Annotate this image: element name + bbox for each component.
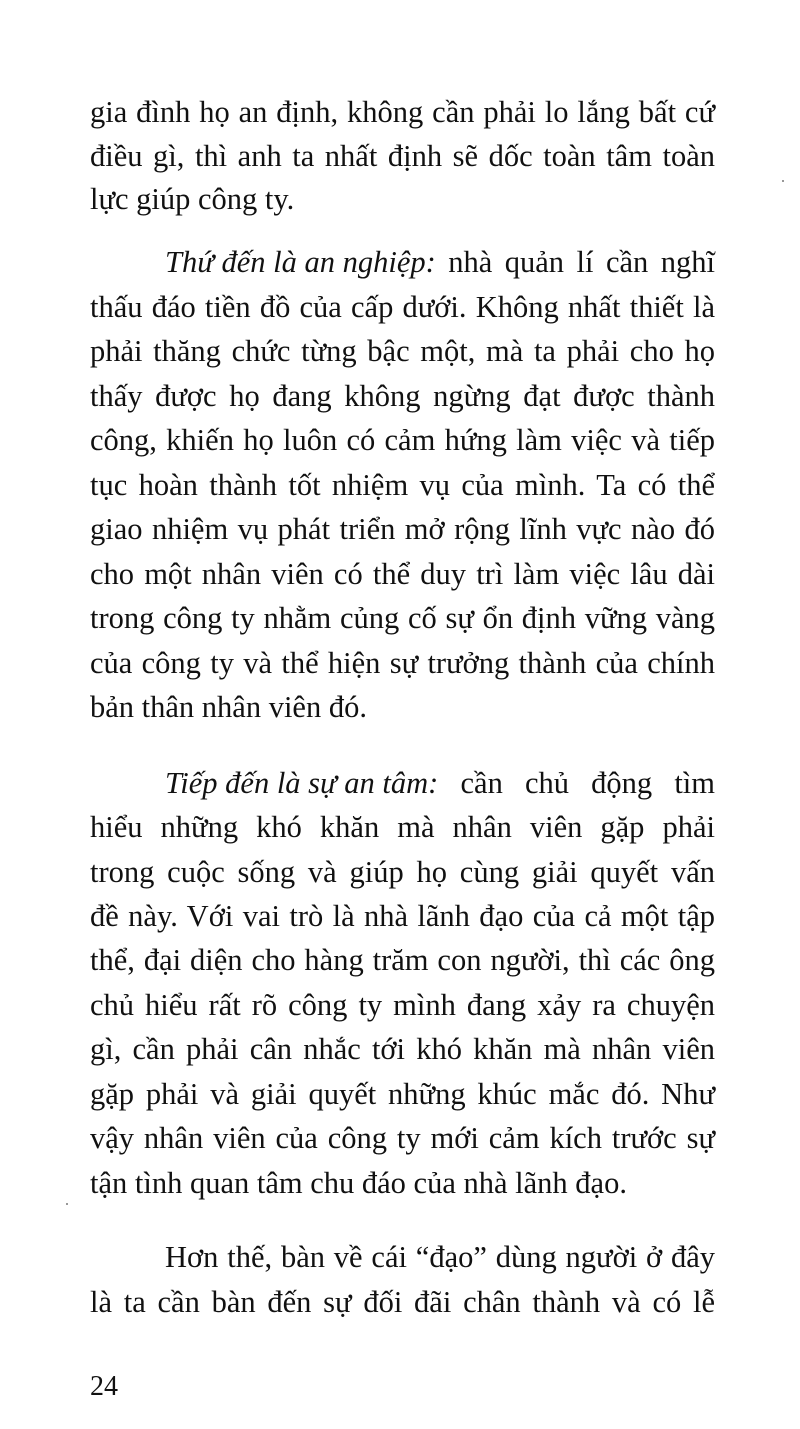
paragraph-first-line bbox=[165, 763, 715, 803]
text-line: gặp phải và giải quyết những khúc mắc đó. Như bbox=[90, 1077, 715, 1111]
text-line: Hơn thế, bàn về cái “đạo” dùng người ở đây bbox=[165, 1240, 715, 1274]
paragraph-first-line bbox=[165, 242, 715, 282]
text-line: trong cuộc sống và giúp họ cùng giải quyết vấn bbox=[90, 855, 715, 889]
text-line: thấy được họ đang không ngừng đạt được thành bbox=[90, 379, 715, 413]
text-line: giao nhiệm vụ phát triển mở rộng lĩnh vực nào đó bbox=[90, 512, 715, 546]
text-line: thể, đại diện cho hàng trăm con người, thì các ông bbox=[90, 943, 715, 977]
text-line: lực giúp công ty. bbox=[90, 182, 295, 216]
text-line: gia đình họ an định, không cần phải lo lắng bất cứ bbox=[90, 95, 715, 129]
text-run: cần chủ động tìm bbox=[438, 766, 715, 800]
text-line: hiểu những khó khăn mà nhân viên gặp phải bbox=[90, 810, 715, 844]
text-line: của công ty và thể hiện sự trưởng thành của chính bbox=[90, 646, 715, 680]
text-line: gì, cần phải cân nhắc tới khó khăn mà nhân viên bbox=[90, 1032, 715, 1066]
text-line: phải thăng chức từng bậc một, mà ta phải cho họ bbox=[90, 334, 715, 368]
paragraph-lead: Thứ đến là an nghiệp: bbox=[165, 245, 436, 279]
text-line: tận tình quan tâm chu đáo của nhà lãnh đạo. bbox=[90, 1166, 627, 1200]
text-line: trong công ty nhằm củng cố sự ổn định vững vàng bbox=[90, 601, 715, 635]
scan-speck bbox=[66, 1203, 68, 1205]
text-line: là ta cần bàn đến sự đối đãi chân thành và có lễ bbox=[90, 1285, 715, 1319]
text-line: đề này. Với vai trò là nhà lãnh đạo của cả một tập bbox=[90, 899, 715, 933]
scan-speck bbox=[782, 180, 784, 182]
text-line: điều gì, thì anh ta nhất định sẽ dốc toàn tâm toàn bbox=[90, 139, 715, 173]
paragraph-lead: Tiếp đến là sự an tâm: bbox=[165, 766, 439, 800]
text-line: công, khiến họ luôn có cảm hứng làm việc và tiếp bbox=[90, 423, 715, 457]
text-run: nhà quản lí cần nghĩ bbox=[435, 245, 715, 279]
text-line: vậy nhân viên của công ty mới cảm kích trước sự bbox=[90, 1121, 715, 1155]
text-line: bản thân nhân viên đó. bbox=[90, 690, 367, 724]
text-line: cho một nhân viên có thể duy trì làm việc lâu dài bbox=[90, 557, 715, 591]
page-number: 24 bbox=[90, 1371, 118, 1402]
text-line: thấu đáo tiền đồ của cấp dưới. Không nhất thiết là bbox=[90, 290, 715, 324]
text-line: tục hoàn thành tốt nhiệm vụ của mình. Ta có thể bbox=[90, 468, 715, 502]
text-line: chủ hiểu rất rõ công ty mình đang xảy ra chuyện bbox=[90, 988, 715, 1022]
